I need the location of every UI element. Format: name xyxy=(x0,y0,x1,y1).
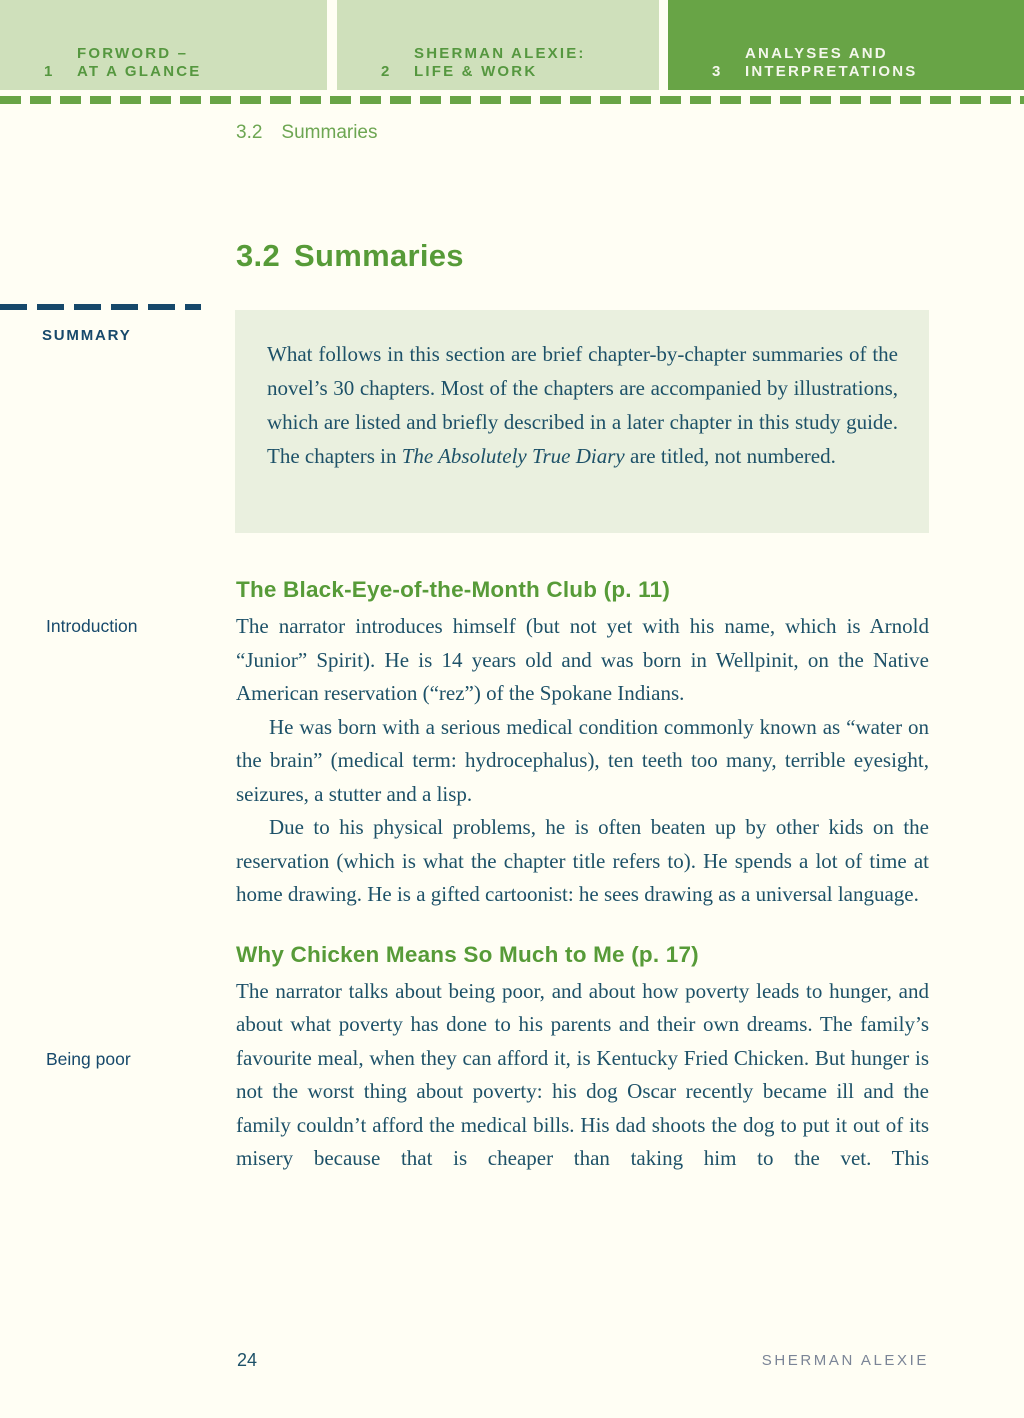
summary-text: What follows in this section are brief chapter-by-chapter summaries of the novel’s 30 chapters. Most of the chapters are accompanied by illustrations, which are listed and briefly described in a later chapter in this study guide. The chapters in xyxy=(267,342,898,468)
tab-number: 2 xyxy=(381,62,392,80)
paragraph: He was born with a serious medical condition commonly known as “water on the brain” (medical term: hydrocephalus), ten teeth too many, terrible eyesight, seizures, a stutter and a lisp. xyxy=(236,714,929,806)
tab-sherman-alexie-life-work[interactable] xyxy=(337,0,659,90)
summary-dashed-line xyxy=(0,304,201,310)
margin-label-being-poor: Being poor xyxy=(46,1049,131,1069)
running-header-label: Summaries xyxy=(281,122,378,143)
main-content xyxy=(236,577,929,1176)
tab-number: 1 xyxy=(44,62,55,80)
summary-text-end: are titled, not numbered. xyxy=(624,444,836,468)
tab-forword[interactable] xyxy=(0,0,327,90)
tab-label: ANALYSES AND INTERPRETATIONS xyxy=(745,45,918,80)
margin-label-introduction: Introduction xyxy=(46,616,138,636)
section-black-eye-club xyxy=(236,577,929,912)
tab-number: 3 xyxy=(712,62,723,80)
summary-margin-label: SUMMARY xyxy=(42,327,132,344)
paragraph: The narrator talks about being poor, and about how poverty leads to hunger, and about what poverty has done to his parents and their own dreams. The family’s favourite meal, when they can afford it, is Kentucky Fried Chicken. But hunger is not the worst thing about poverty: his dog Oscar recently became ill and the family couldn’t afford the medical bills. His dad shoots the dog to put it out of its misery because that is cheaper than taking him to the vet. This xyxy=(236,978,929,1170)
section-why-chicken xyxy=(236,942,929,1176)
tab-analyses-interpretations[interactable] xyxy=(668,0,1024,90)
page-title xyxy=(236,238,464,274)
page-title-number: 3.2 xyxy=(236,238,280,273)
green-dashed-divider xyxy=(0,96,1024,104)
paragraph: Due to his physical problems, he is often beaten up by other kids on the reservation (which is what the chapter title refers to). He spends a lot of time at home drawing. He is a gifted cartoonist: he sees drawing as a universal language. xyxy=(236,815,929,906)
paragraph: The narrator introduces himself (but not yet with his name, which is Arnold “Junior” Spirit). He is 14 years old and was born in Wellpinit, on the Native American reservation (“rez”) of the Spokane Indians. xyxy=(236,614,929,705)
tab-label: FORWORD – AT A GLANCE xyxy=(77,45,202,80)
page-number: 24 xyxy=(237,1350,258,1370)
running-header-number: 3.2 xyxy=(236,122,263,143)
section-heading: The Black-Eye-of-the-Month Club (p. 11) xyxy=(236,577,671,602)
page-title-label: Summaries xyxy=(294,238,464,273)
summary-book-title-italic: The Absolutely True Diary xyxy=(401,444,625,468)
footer-book-title: SHERMAN ALEXIE xyxy=(761,1352,929,1369)
running-header xyxy=(236,122,378,144)
tab-label: SHERMAN ALEXIE: LIFE & WORK xyxy=(414,45,586,80)
section-heading: Why Chicken Means So Much to Me (p. 17) xyxy=(236,941,699,967)
summary-box xyxy=(235,310,929,533)
